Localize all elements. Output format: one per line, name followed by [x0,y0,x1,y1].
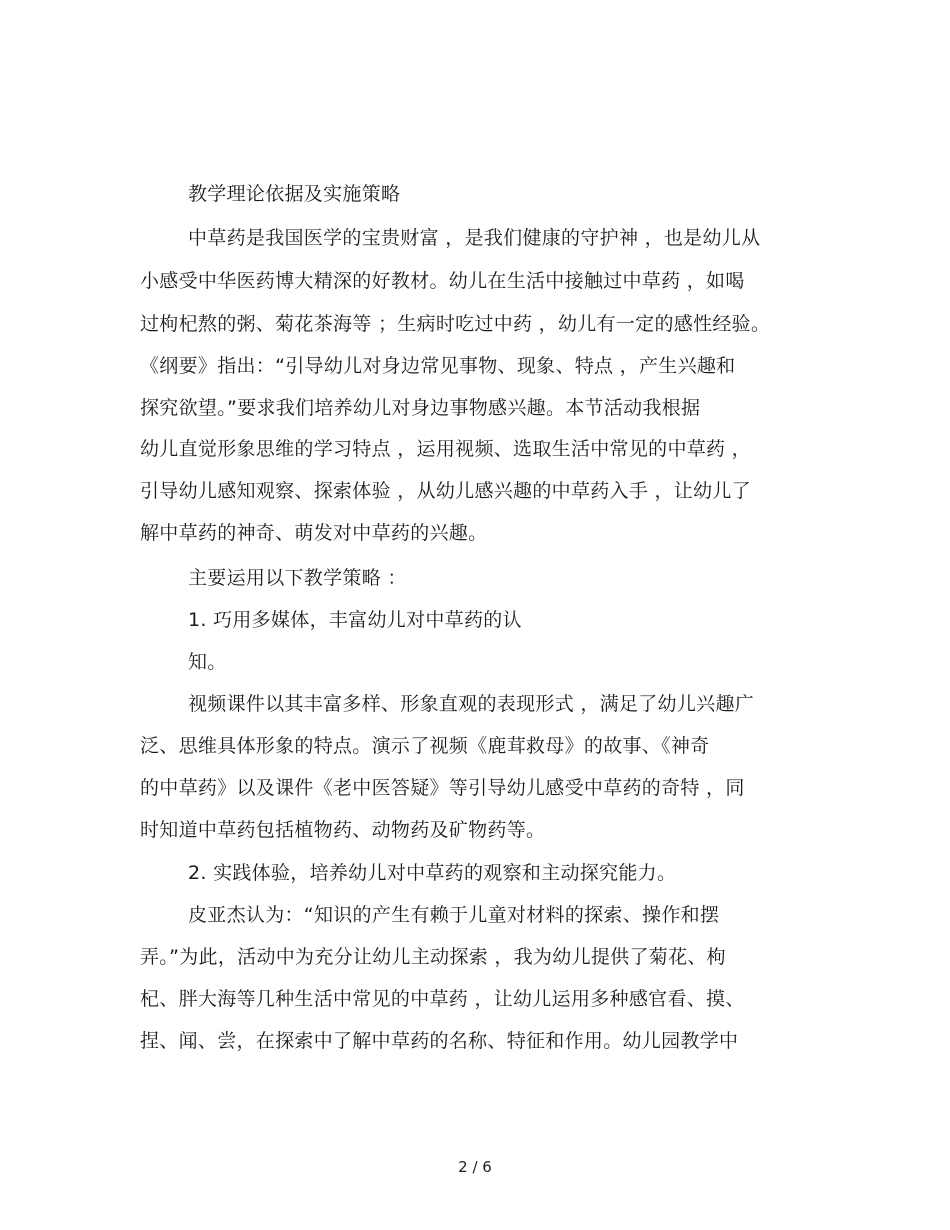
text-line: 捏、闻、尝，在探索中了解中草药的名称、特征和作用。幼儿园教学中 [140,1030,739,1052]
list-item-heading: 2. 实践体验，培养幼儿对中草药的观察和主动探究能力。 [188,862,677,884]
text-line: 泛、思维具体形象的特点。演示了视频《鹿茸救母》的故事、《神奇 [140,735,710,757]
text-line: 视频课件以其丰富多样、形象直观的表现形式 ，满足了幼儿兴趣广 [188,693,755,715]
text-line: 弄。”为此，活动中为充分让幼儿主动探索 ，我为幼儿提供了菊花、枸 [140,946,726,968]
text-line: 引导幼儿感知观察、探索体验 ，从幼儿感兴趣的中草药入手 ，让幼儿了 [140,480,751,502]
text-line: 过枸杞熬的粥、菊花茶海等 ；生病时吃过中药 ，幼儿有一定的感性经验。 [140,313,771,335]
text-line: 的中草药》以及课件《老中医答疑》等引导幼儿感受中草药的奇特 ，同 [140,777,745,799]
text-line: 解中草药的神奇、萌发对中草药的兴趣。 [140,522,488,544]
text-line: 小感受中华医药博大精深的好教材。幼儿在生活中接触过中草药 ，如喝 [140,270,745,292]
text-line: 幼儿直觉形象思维的学习特点 ，运用视频、选取生活中常见的中草药 ， [140,438,751,460]
list-item-heading: 1. 巧用多媒体，丰富幼儿对中草药的认 [188,609,522,631]
text-line: 知。 [188,651,227,673]
text-line: 《纲要》指出：“引导幼儿对身边常见事物、现象、特点 ，产生兴趣和 [140,355,736,377]
page-number: 2 / 6 [458,1158,492,1176]
text-line: 杞、胖大海等几种生活中常见的中草药 ，让幼儿运用多种感官看、摸、 [140,988,745,1010]
text-line: 中草药是我国医学的宝贵财富 ，是我们健康的守护神 ，也是幼儿从 [188,227,761,249]
text-line: 时知道中草药包括植物药、动物药及矿物药等。 [140,819,546,841]
text-line: 主要运用以下教学策略 ： [188,567,407,589]
text-line: 探究欲望。”要求我们培养幼儿对身边事物感兴趣。本节活动我根据 [140,397,701,419]
text-line: 皮亚杰认为：“知识的产生有赖于儿童对材料的探索、操作和摆 [188,904,720,926]
section-heading: 教学理论依据及实施策略 [188,183,401,205]
